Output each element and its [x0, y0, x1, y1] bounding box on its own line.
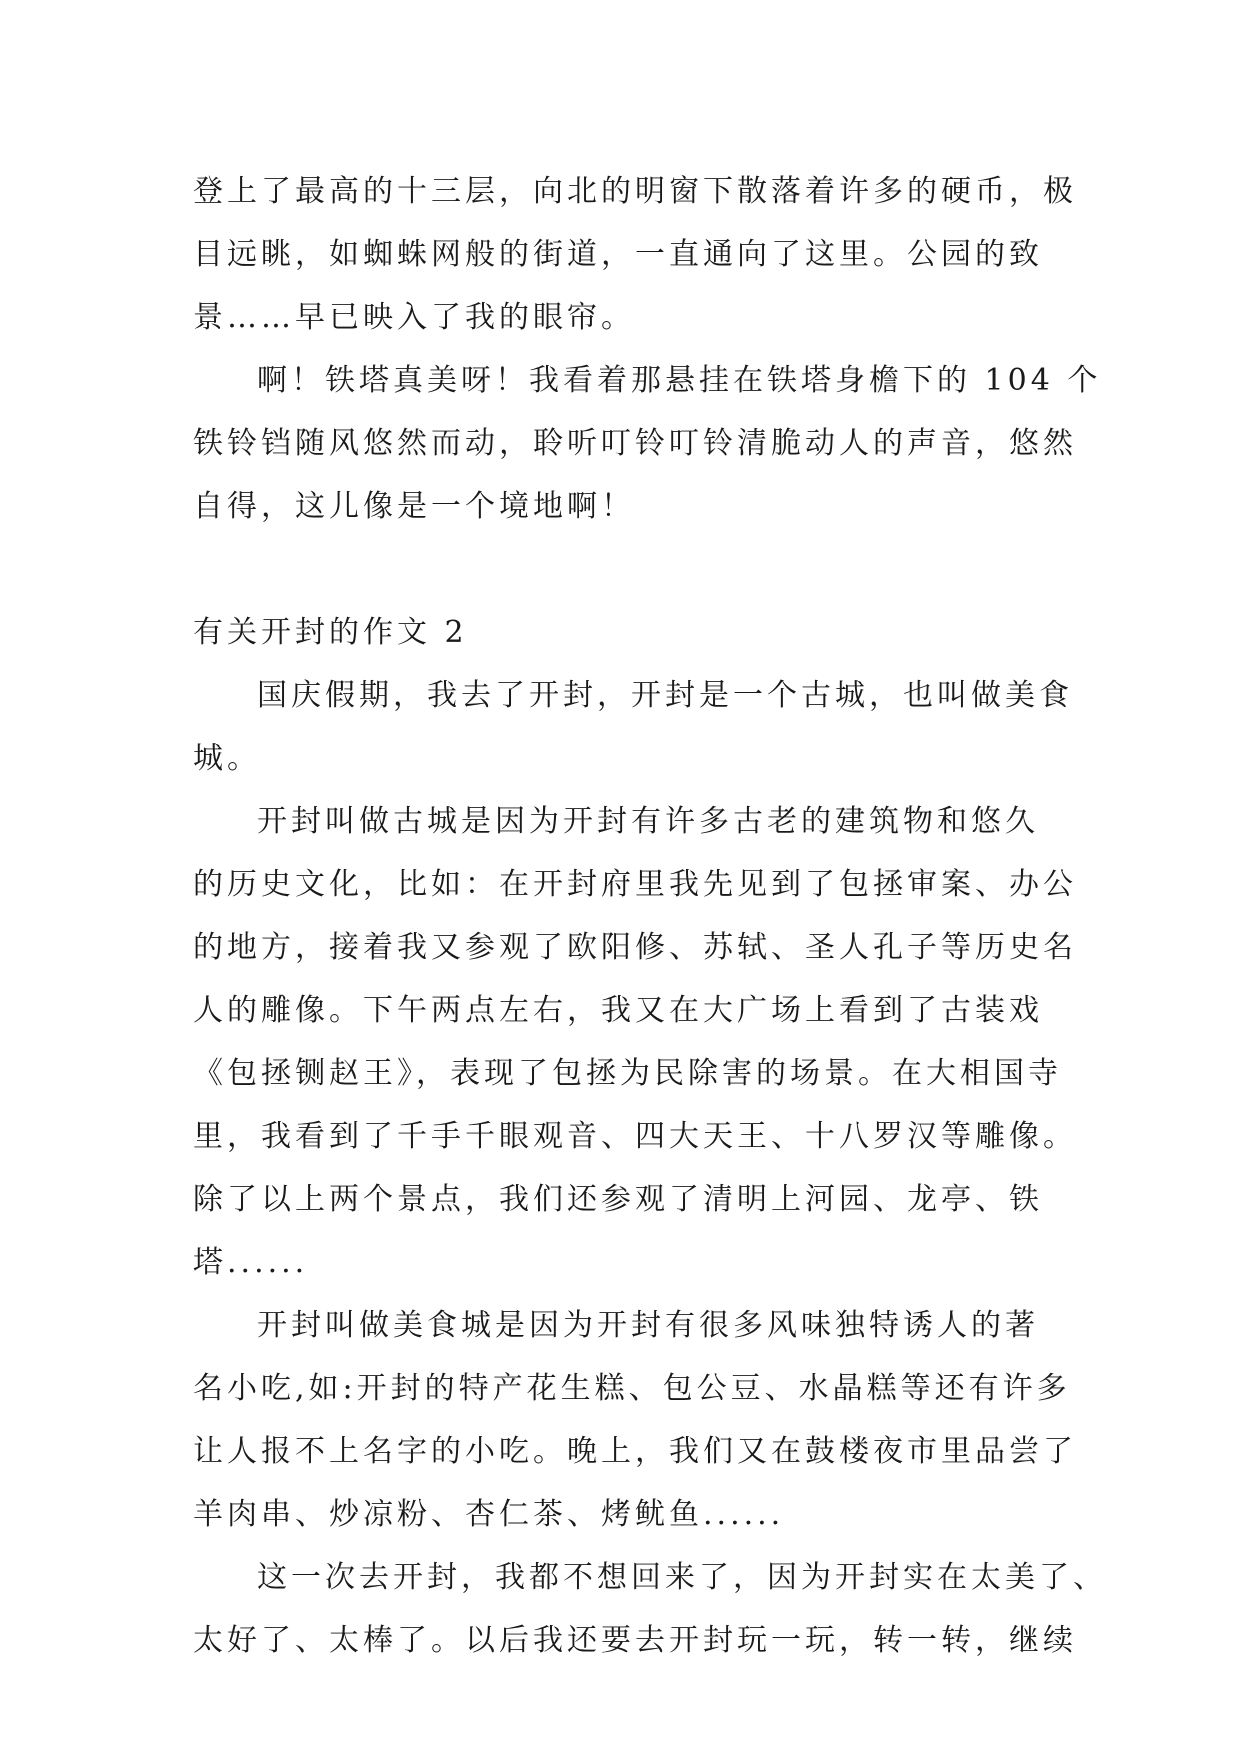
text-line: 国庆假期，我去了开封，开封是一个古城，也叫做美食	[257, 678, 1073, 713]
paragraph-tower-bells	[193, 349, 1102, 538]
essay-title: 有关开封的作文 2	[193, 615, 468, 650]
text-line: 的历史文化，比如：在开封府里我先见到了包拯审案、办公	[193, 867, 1077, 902]
paragraph-ancient-city	[193, 790, 1077, 1294]
paragraph-conclusion	[193, 1546, 1107, 1672]
paragraph-food-city	[193, 1294, 1077, 1546]
text-line: 的地方，接着我又参观了欧阳修、苏轼、圣人孔子等历史名	[193, 930, 1077, 965]
text-line: 塔......	[193, 1245, 309, 1280]
text-line: 《包拯铡赵王》，表现了包拯为民除害的场景。在大相国寺	[193, 1056, 1062, 1091]
text-line: 名小吃,如:开封的特产花生糕、包公豆、水晶糕等还有许多	[193, 1371, 1071, 1406]
text-line: 自得，这儿像是一个境地啊！	[193, 489, 635, 524]
text-line: 这一次去开封，我都不想回来了，因为开封实在太美了、	[257, 1560, 1107, 1595]
text-line: 开封叫做古城是因为开封有许多古老的建筑物和悠久	[257, 804, 1039, 839]
text-line: 开封叫做美食城是因为开封有很多风味独特诱人的著	[257, 1308, 1039, 1343]
text-line: 登上了最高的十三层，向北的明窗下散落着许多的硬币，极	[193, 174, 1077, 209]
text-line: 羊肉串、炒凉粉、杏仁茶、烤鱿鱼......	[193, 1497, 785, 1532]
text-line: 城。	[193, 741, 261, 776]
text-line: 让人报不上名字的小吃。晚上，我们又在鼓楼夜市里品尝了	[193, 1434, 1077, 1469]
text-line: 除了以上两个景点，我们还参观了清明上河园、龙亭、铁	[193, 1182, 1043, 1217]
paragraph-tower-view	[193, 160, 1077, 349]
text-line: 人的雕像。下午两点左右，我又在大广场上看到了古装戏	[193, 993, 1043, 1028]
section-spacer	[193, 538, 1053, 601]
text-line: 目远眺，如蜘蛛网般的街道，一直通向了这里。公园的致	[193, 237, 1043, 272]
paragraph-intro	[193, 664, 1073, 790]
text-line: 里，我看到了千手千眼观音、四大天王、十八罗汉等雕像。	[193, 1119, 1077, 1154]
text-line: 铁铃铛随风悠然而动，聆听叮铃叮铃清脆动人的声音，悠然	[193, 426, 1077, 461]
text-line: 啊！铁塔真美呀！我看着那悬挂在铁塔身檐下的 104 个	[257, 363, 1102, 398]
text-line: 景……早已映入了我的眼帘。	[193, 300, 635, 335]
text-line: 太好了、太棒了。以后我还要去开封玩一玩，转一转，继续	[193, 1623, 1077, 1658]
document-page	[193, 160, 1107, 1672]
